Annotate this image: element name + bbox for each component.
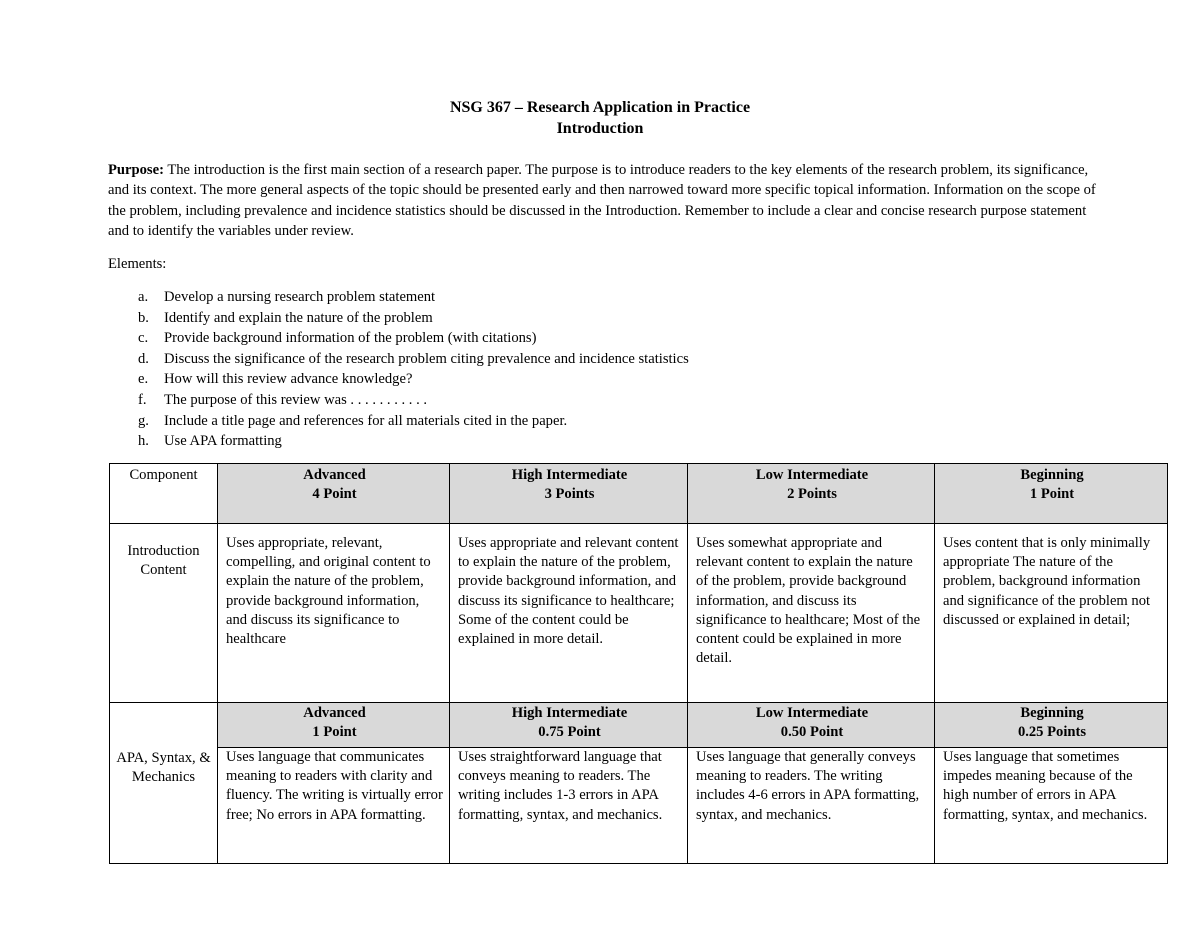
document-title-block	[0, 97, 1200, 139]
list-item	[108, 390, 689, 411]
document-title: NSG 367 – Research Application in Practice	[449, 99, 751, 116]
list-item	[108, 308, 689, 329]
level-header-beginning	[935, 464, 1168, 524]
level-header-advanced	[218, 703, 450, 748]
list-item-text: How will this review advance knowledge?	[164, 371, 413, 388]
rubric-header-row	[110, 703, 1168, 748]
list-item	[108, 369, 689, 390]
list-item-text: Include a title page and references for all materials cited in the paper.	[164, 412, 568, 429]
purpose-label: Purpose:	[108, 162, 164, 178]
level-points: 2 Points	[787, 486, 837, 503]
rubric-cell: Uses appropriate and relevant content to explain the nature of the problem, provide background information, and discuss its significance to healthcare; Some of the content could be explained in more detail.	[450, 524, 688, 703]
document-subtitle: Introduction	[556, 120, 644, 137]
list-item	[108, 287, 689, 308]
list-marker: h.	[138, 433, 149, 450]
level-name: High Intermediate	[511, 705, 628, 721]
list-item	[108, 431, 689, 452]
level-points: 3 Points	[544, 486, 595, 503]
list-item-text: The purpose of this review was . . . . . . . . . . .	[164, 391, 428, 408]
level-points: 0.25 Points	[1017, 724, 1087, 741]
table-row	[110, 524, 1168, 703]
rubric-cell: Uses language that sometimes impedes meaning because of the high number of errors in APA formatting, syntax, and mechanics.	[935, 748, 1168, 864]
level-header-low-intermediate	[688, 703, 935, 748]
rubric-cell: Uses appropriate, relevant, compelling, and original content to explain the nature of the problem, provide background information, and discuss its significance to healthcare	[218, 524, 450, 703]
level-points: 1 Point	[312, 724, 357, 741]
rubric-table	[109, 463, 1168, 864]
purpose-paragraph	[108, 160, 1098, 242]
level-points: 0.50 Point	[780, 724, 844, 741]
level-header-advanced	[218, 464, 450, 524]
purpose-text: The introduction is the first main section of a research paper. The purpose is to introduce readers to the key elements of the research problem, its significance, and its context. The more general aspects of the topic should be presented early and then narrowed toward more specific topical information. Information on the scope of the problem, including prevalence and incidence statistics should be discussed in the Introduction. Remember to include a clear and concise research purpose statement and to identify the variables under review.	[108, 162, 1096, 240]
list-item	[108, 328, 689, 349]
level-points: 0.75 Point	[538, 724, 601, 741]
list-marker: g.	[138, 412, 149, 429]
level-name: Beginning	[1020, 467, 1084, 483]
component-apa-syntax-mechanics: APA, Syntax, & Mechanics	[110, 703, 218, 864]
list-item-text: Use APA formatting	[164, 433, 282, 450]
level-header-high-intermediate	[450, 464, 688, 524]
level-header-high-intermediate	[450, 703, 688, 748]
rubric-cell: Uses somewhat appropriate and relevant content to explain the nature of the problem, provide background information, and discuss its significance to healthcare; Most of the content could be explained in more detail.	[688, 524, 935, 703]
list-marker: d.	[138, 350, 149, 367]
rubric-cell: Uses language that communicates meaning to readers with clarity and fluency. The writing is virtually error free; No errors in APA formatting.	[218, 748, 450, 864]
elements-heading: Elements:	[108, 256, 167, 272]
list-marker: b.	[138, 309, 149, 326]
rubric-cell: Uses content that is only minimally appropriate The nature of the problem, background information and significance of the problem not discussed or explained in detail;	[935, 524, 1168, 703]
list-item-text: Identify and explain the nature of the problem	[164, 309, 433, 326]
level-points: 1 Point	[1029, 486, 1075, 503]
rubric-cell: Uses language that generally conveys meaning to readers. The writing includes 4-6 errors in APA formatting, syntax, and mechanics.	[688, 748, 935, 864]
list-item	[108, 411, 689, 432]
component-header: Component	[110, 464, 218, 524]
component-introduction-content: Introduction Content	[110, 524, 218, 703]
list-marker: f.	[138, 391, 147, 408]
list-marker: e.	[138, 371, 149, 388]
list-marker: a.	[138, 289, 149, 305]
list-item-text: Develop a nursing research problem statement	[164, 289, 436, 305]
level-header-low-intermediate	[688, 464, 935, 524]
level-header-beginning	[935, 703, 1168, 748]
level-name: Advanced	[303, 705, 366, 721]
level-name: Advanced	[303, 467, 366, 483]
rubric-header-row	[110, 464, 1168, 524]
list-item-text: Provide background information of the problem (with citations)	[164, 330, 537, 347]
list-item	[108, 349, 689, 370]
list-item-text: Discuss the significance of the research problem citing prevalence and incidence statistics	[164, 350, 689, 367]
level-points: 4 Point	[312, 486, 357, 503]
level-name: Low Intermediate	[755, 467, 869, 483]
elements-list	[108, 287, 689, 452]
level-name: Beginning	[1020, 705, 1084, 721]
list-marker: c.	[138, 330, 149, 347]
level-name: Low Intermediate	[755, 705, 869, 721]
level-name: High Intermediate	[511, 467, 628, 483]
table-row	[110, 748, 1168, 864]
rubric-cell: Uses straightforward language that conveys meaning to readers. The writing includes 1-3 errors in APA formatting, syntax, and mechanics.	[450, 748, 688, 864]
